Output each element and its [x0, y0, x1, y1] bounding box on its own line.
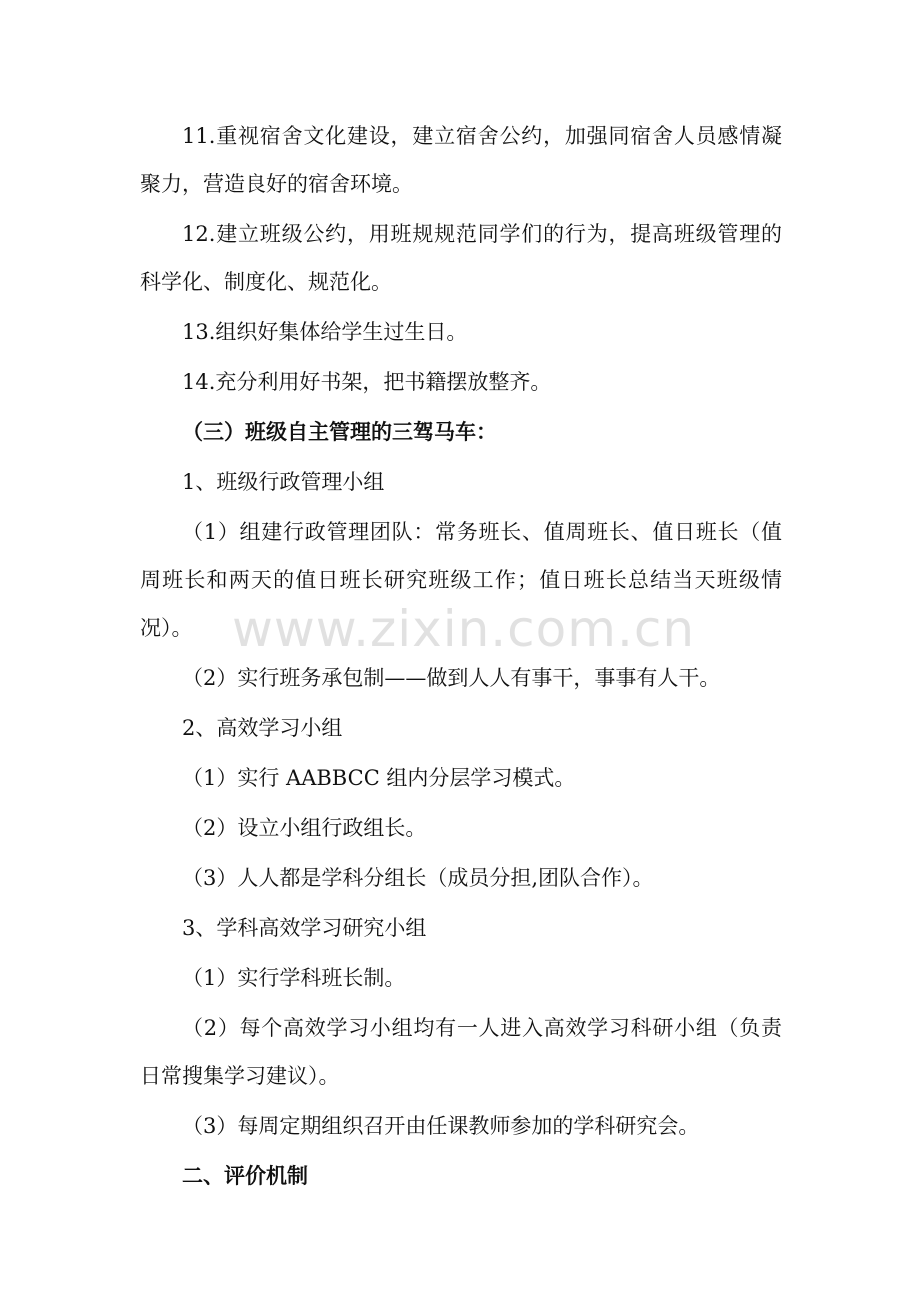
watermark-text: www.zixin.com.cn	[232, 600, 696, 658]
paragraph-admin-team: （1）组建行政管理团队：常务班长、值周班长、值日班长（值周班长和两天的值日班长研究班级工作；值日班长总结当天班级情况）。	[140, 520, 782, 640]
paragraph-contract-system: （2）实行班务承包制——做到人人有事干，事事有人干。	[182, 666, 721, 690]
paragraph-item-11: 11.重视宿舍文化建设，建立宿舍公约，加强同宿舍人员感情凝聚力，营造良好的宿舍环境。	[140, 124, 782, 196]
paragraph-item-12: 12.建立班级公约，用班规规范同学们的行为，提高班级管理的科学化、制度化、规范化。	[140, 222, 782, 294]
document-body	[140, 112, 782, 1202]
paragraph-item-13: 13.组织好集体给学生过生日。	[182, 320, 468, 344]
section-heading-troika: （三）班级自主管理的三驾马车：	[182, 419, 497, 444]
subheading-study-group: 2、高效学习小组	[182, 716, 343, 740]
subheading-admin-group: 1、班级行政管理小组	[182, 470, 385, 494]
paragraph-weekly-meeting: （3）每周定期组织召开由任课教师参加的学科研究会。	[182, 1114, 700, 1138]
section-heading-evaluation: 二、评价机制	[182, 1163, 308, 1188]
paragraph-layered-mode: （1）实行 AABBCC 组内分层学习模式。	[182, 766, 576, 790]
paragraph-subject-monitor: （1）实行学科班长制。	[182, 966, 406, 990]
subheading-research-group: 3、学科高效学习研究小组	[182, 916, 427, 940]
paragraph-item-14: 14.充分利用好书架，把书籍摆放整齐。	[182, 370, 552, 394]
paragraph-research-member: （2）每个高效学习小组均有一人进入高效学习科研小组（负责日常搜集学习建议）。	[140, 1016, 782, 1088]
paragraph-group-leader: （2）设立小组行政组长。	[182, 816, 427, 840]
paragraph-subject-leader: （3）人人都是学科分组长（成员分担,团队合作）。	[182, 866, 654, 890]
